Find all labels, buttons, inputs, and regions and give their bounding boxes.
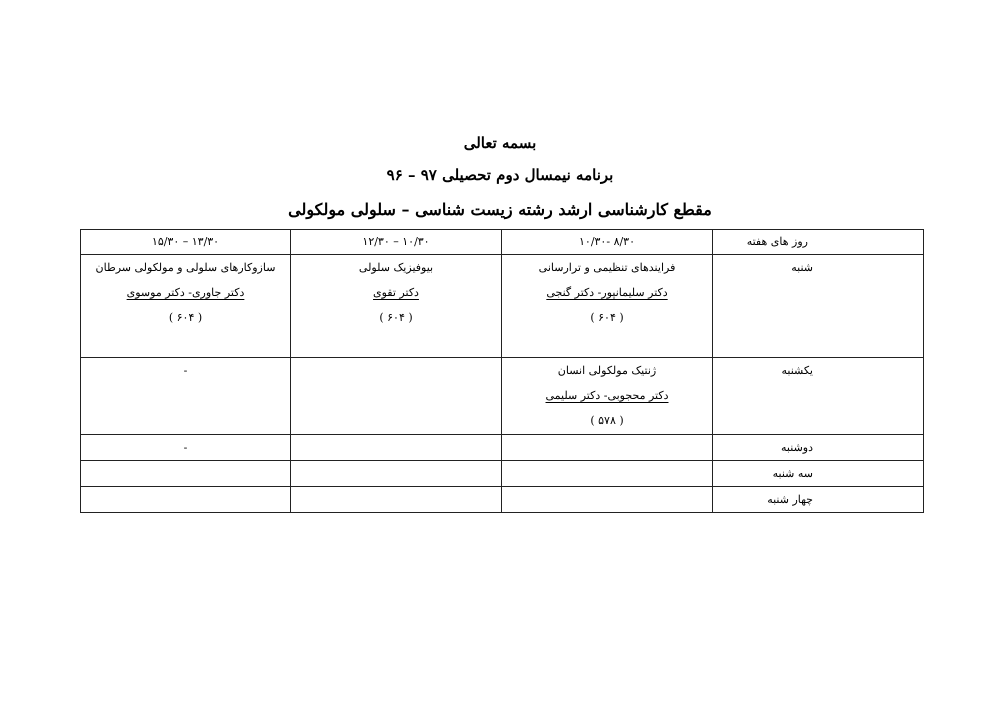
day-label: چهار شنبه bbox=[767, 493, 813, 506]
schedule-cell bbox=[291, 358, 502, 435]
course-room: ( ۶۰۴ ) bbox=[590, 311, 624, 324]
schedule-cell bbox=[502, 435, 713, 461]
schedule-cell bbox=[291, 461, 502, 487]
table-row bbox=[81, 487, 924, 513]
schedule-table bbox=[80, 229, 924, 513]
course-teachers: دکتر سلیمانپور- دکتر گنجی bbox=[546, 286, 668, 299]
schedule-cell bbox=[81, 487, 291, 513]
day-label: شنبه bbox=[791, 261, 813, 274]
course-room: ( ۶۰۴ ) bbox=[168, 311, 203, 324]
schedule-cell bbox=[291, 255, 502, 358]
schedule-cell bbox=[502, 487, 713, 513]
schedule-cell bbox=[81, 461, 291, 487]
schedule-cell bbox=[291, 435, 502, 461]
empty-dash: - bbox=[183, 441, 188, 454]
course-room: ( ۵۷۸ ) bbox=[590, 414, 624, 427]
schedule-cell bbox=[81, 358, 291, 435]
course-teachers: دکتر جاوری- دکتر موسوی bbox=[126, 286, 245, 299]
course-room: ( ۶۰۴ ) bbox=[379, 311, 413, 324]
course-name: بیوفیزیک سلولی bbox=[358, 261, 434, 274]
day-cell bbox=[713, 435, 924, 461]
day-label: یکشنبه bbox=[781, 364, 813, 377]
table-row bbox=[81, 435, 924, 461]
day-cell bbox=[713, 487, 924, 513]
schedule-cell bbox=[502, 255, 713, 358]
table-header-row bbox=[81, 230, 924, 255]
column-header-slot3: ۱۳/۳۰ – ۱۵/۳۰ bbox=[81, 230, 291, 255]
day-cell bbox=[713, 358, 924, 435]
day-label: دوشنبه bbox=[781, 441, 813, 454]
schedule-cell bbox=[502, 461, 713, 487]
course-teachers: دکتر محجوبی- دکتر سلیمی bbox=[545, 389, 669, 402]
column-header-slot1: ۸/۳۰ -۱۰/۳۰ bbox=[502, 230, 713, 255]
course-name: ژنتیک مولکولی انسان bbox=[557, 364, 657, 377]
header-title: بسمه تعالی bbox=[463, 134, 537, 152]
table-row bbox=[81, 461, 924, 487]
table-row bbox=[81, 255, 924, 358]
empty-dash: - bbox=[183, 364, 188, 377]
table-row bbox=[81, 358, 924, 435]
schedule-cell bbox=[81, 255, 291, 358]
day-cell bbox=[713, 255, 924, 358]
semester-title: برنامه نیمسال دوم تحصیلی ۹۷ – ۹۶ bbox=[386, 166, 614, 184]
schedule-cell bbox=[291, 487, 502, 513]
day-label: سه شنبه bbox=[772, 467, 813, 480]
column-header-slot2: ۱۰/۳۰ – ۱۲/۳۰ bbox=[291, 230, 502, 255]
schedule-cell bbox=[502, 358, 713, 435]
column-header-day: روز های هفته bbox=[713, 230, 924, 255]
course-teachers: دکتر تقوی bbox=[373, 286, 419, 299]
course-name: سازوکارهای سلولی و مولکولی سرطان bbox=[95, 261, 276, 274]
program-title: مقطع کارشناسی ارشد رشته زیست شناسی – سلولی مولکولی bbox=[288, 200, 712, 219]
course-name: فرایندهای تنظیمی و ترارسانی bbox=[538, 261, 676, 274]
day-cell bbox=[713, 461, 924, 487]
schedule-cell bbox=[81, 435, 291, 461]
